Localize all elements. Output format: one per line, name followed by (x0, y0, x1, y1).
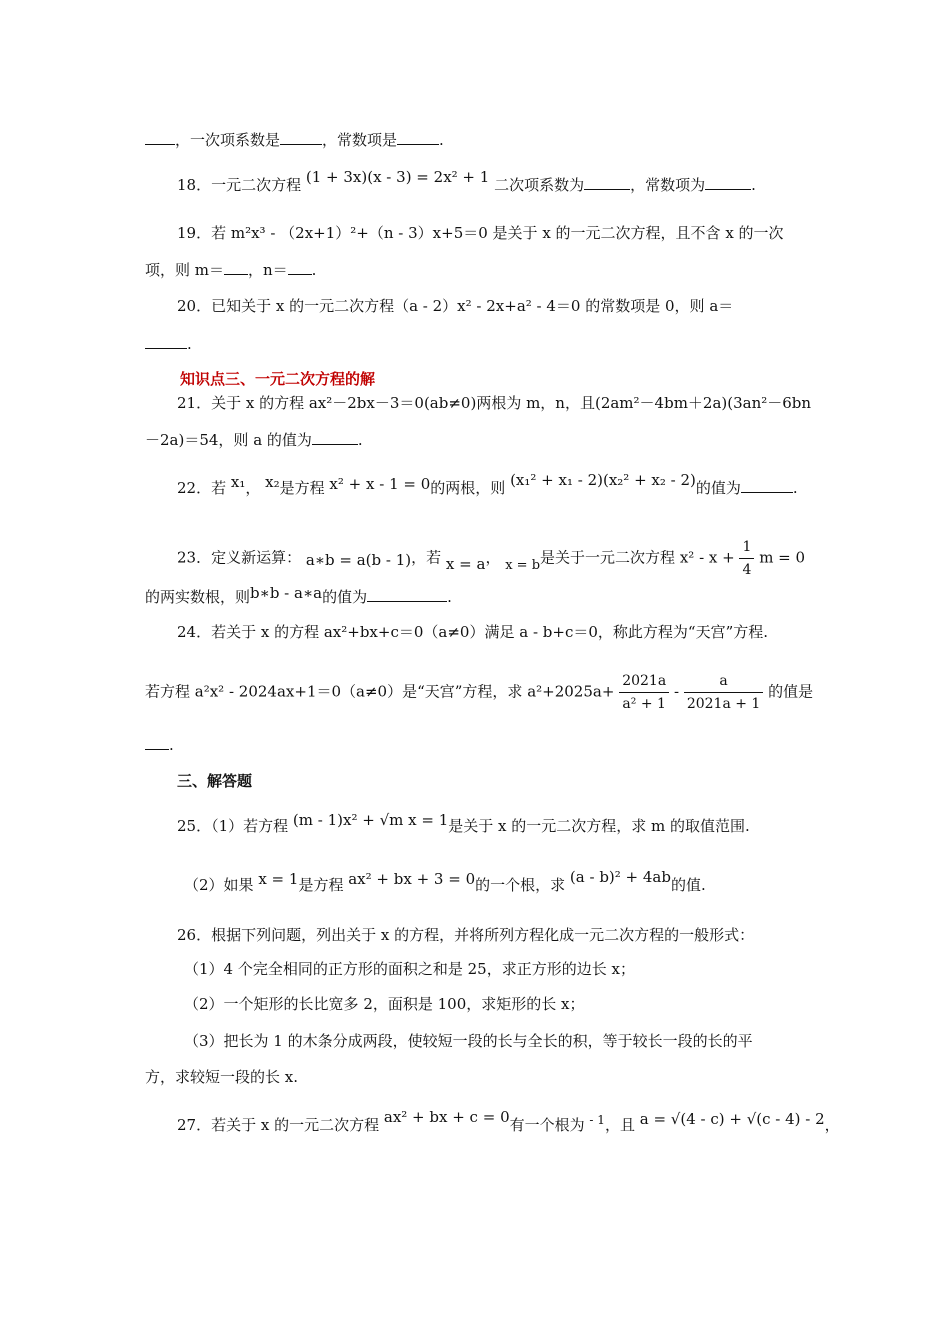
answer-blank[interactable] (584, 175, 630, 190)
question-text: 21．关于 x 的方程 ax²－2bx－3＝0(ab≠0)两根为 m，n，且(2am²－4bm＋2a)(3an²－6bn (177, 394, 812, 412)
question-text: 项，则 m＝ (145, 261, 224, 279)
equation: ax² + bx + 3 = 0 (348, 870, 476, 888)
question-text: 是关于一元二次方程 (540, 548, 676, 567)
numerator: 1 (739, 536, 754, 559)
section-title: 三、解答题 (177, 772, 253, 790)
answer-blank[interactable] (705, 175, 751, 190)
question-text: 19．若 m²x³ - （2x+1）²+（n - 3）x+5＝0 是关于 x 的一元二次方程，且不含 x 的一次 (177, 224, 784, 242)
question-text: 的两根，则 (430, 479, 506, 497)
question-text: ，若 (411, 548, 442, 567)
question-26-part2: （2）一个矩形的长比宽多 2，面积是 100，求矩形的长 x； (184, 995, 585, 1013)
text: . (751, 176, 756, 194)
expression: (a - b)² + 4ab (569, 868, 671, 886)
text: . (187, 335, 192, 353)
text: . (447, 588, 452, 606)
question-text: 是方程 (298, 876, 344, 894)
condition: a = √(4 - c) + √(c - 4) - 2 (639, 1110, 825, 1128)
equation: x = a (445, 554, 486, 573)
definition: a∗b = a(b - 1) (305, 550, 412, 569)
question-text: ，常数项为 (630, 176, 706, 194)
question-text: 27．若关于 x 的一元二次方程 (177, 1116, 380, 1134)
denominator: 4 (742, 562, 752, 578)
question-text: 18．一元二次方程 (177, 176, 302, 194)
question-27 (177, 1108, 840, 1137)
question-text: 的值为 (695, 479, 741, 497)
equation: x² - x + (679, 548, 735, 567)
question-text: 的两实数根，则 (145, 588, 251, 606)
question-25-part2 (184, 868, 706, 896)
question-21 (177, 392, 811, 414)
answer-blank[interactable] (280, 130, 322, 145)
equation: (m - 1)x² + √m x = 1 (292, 811, 449, 829)
equation: x = b (505, 557, 541, 573)
text: . (357, 431, 363, 449)
text: . (439, 131, 444, 149)
question-19-cont (145, 259, 316, 281)
root-value: - 1 (589, 1113, 605, 1127)
equation: x = 1 (258, 870, 299, 888)
text: ， (824, 1116, 840, 1134)
equation: ax² + bx + c = 0 (383, 1108, 510, 1126)
equation: (1 + 3x)(x - 3) = 2x² + 1 (305, 168, 490, 186)
question-20-cont (145, 333, 192, 355)
question-19 (177, 222, 784, 244)
numerator: a (684, 670, 764, 693)
question-25 (177, 811, 750, 837)
question-23-cont (145, 586, 452, 608)
question-text: 的值为 (322, 588, 368, 606)
numerator: 2021a (619, 670, 669, 693)
question-20 (177, 295, 733, 317)
question-text: 二次项系数为 (494, 176, 585, 194)
question-text: 若方程 a²x² - 2024ax+1＝0（a≠0）是“天宫”方程，求 a²+2025a+ (145, 682, 615, 701)
answer-blank[interactable] (367, 587, 447, 602)
question-26-part1: （1）4 个完全相同的正方形的面积之和是 25，求正方形的边长 x； (184, 960, 635, 978)
text: . (311, 261, 317, 279)
question-text: 的值. (670, 876, 706, 894)
answer-blank[interactable] (145, 130, 175, 145)
question-21-cont (145, 429, 363, 451)
question-26-part3-cont: 方，求较短一段的长 x. (145, 1068, 298, 1086)
question-text: 22．若 (177, 479, 227, 497)
text: . (792, 479, 798, 497)
question-text: ，n＝ (248, 261, 288, 279)
equation: m = 0 (759, 548, 806, 567)
answer-blank[interactable] (145, 334, 187, 349)
text: ，常数项是 (322, 131, 398, 149)
variable: x₁ (230, 473, 246, 491)
question-26-part3: （3）把长为 1 的木条分成两段，使较短一段的长与全长的积，等于较长一段的长的平 (184, 1032, 753, 1050)
question-22: 22．若 x₁， x₂是方程 x² + x - 1 = 0的两根，则 (x₁² + x₁ - 2)(x₂² + x₂ - 2)的值为 . (177, 471, 798, 497)
question-text: 25．（1）若方程 (177, 817, 289, 835)
question-text: ，且 (604, 1116, 635, 1134)
question-text: （2）如果 (184, 876, 254, 894)
question-text: 20．已知关于 x 的一元二次方程（a - 2）x² - 2x+a² - 4＝0 的常数项是 0，则 a＝ (177, 297, 734, 315)
fraction (619, 670, 669, 715)
question-24-cont (145, 670, 813, 715)
question-text: 的值是 (768, 682, 814, 701)
question-text: 有一个根为 (509, 1116, 585, 1134)
answer-blank[interactable] (312, 430, 358, 445)
fraction (739, 536, 754, 581)
answer-blank[interactable] (397, 130, 439, 145)
question-text: 是方程 (279, 479, 325, 497)
variable: x₂ (265, 473, 280, 491)
question-24 (177, 621, 768, 643)
question-text: －2a)＝54，则 a 的值为 (145, 431, 312, 449)
question-text: 24．若关于 x 的方程 ax²+bx+c＝0（a≠0）满足 a - b+c＝0，称此方程为“天宫”方程. (177, 623, 769, 641)
answer-blank[interactable] (224, 260, 248, 275)
answer-blank[interactable] (145, 735, 169, 750)
question-text: 23．定义新运算： (177, 548, 302, 567)
denominator: 2021a + 1 (686, 696, 761, 712)
question-26 (177, 924, 754, 946)
section-heading: 知识点三、一元二次方程的解 (180, 370, 376, 388)
text: ，一次项系数是 (175, 131, 281, 149)
fraction (684, 670, 764, 715)
question-text: 是关于 x 的一元二次方程，求 m 的取值范围. (448, 817, 750, 835)
text: . (169, 736, 174, 754)
minus-sign: - (673, 682, 680, 701)
question-text: 26．根据下列问题，列出关于 x 的方程，并将所列方程化成一元二次方程的一般形式： (177, 926, 755, 944)
denominator: a² + 1 (622, 696, 666, 712)
expression: b∗b - a∗a (250, 584, 323, 602)
question-text: 的一个根，求 (475, 876, 566, 894)
line-fragment (145, 129, 444, 151)
answer-blank[interactable] (288, 260, 312, 275)
question-23: 23．定义新运算： a∗b = a(b - 1)，若 x = a， x = b是关于一元二次方程 x² - x + $\frac{1}{4}$ m = 0 (177, 536, 805, 581)
answer-blank[interactable] (741, 478, 793, 493)
question-24-answer (145, 734, 174, 756)
equation: x² + x - 1 = 0 (329, 475, 431, 493)
expression: (x₁² + x₁ - 2)(x₂² + x₂ - 2) (510, 471, 696, 489)
question-18 (177, 168, 756, 196)
